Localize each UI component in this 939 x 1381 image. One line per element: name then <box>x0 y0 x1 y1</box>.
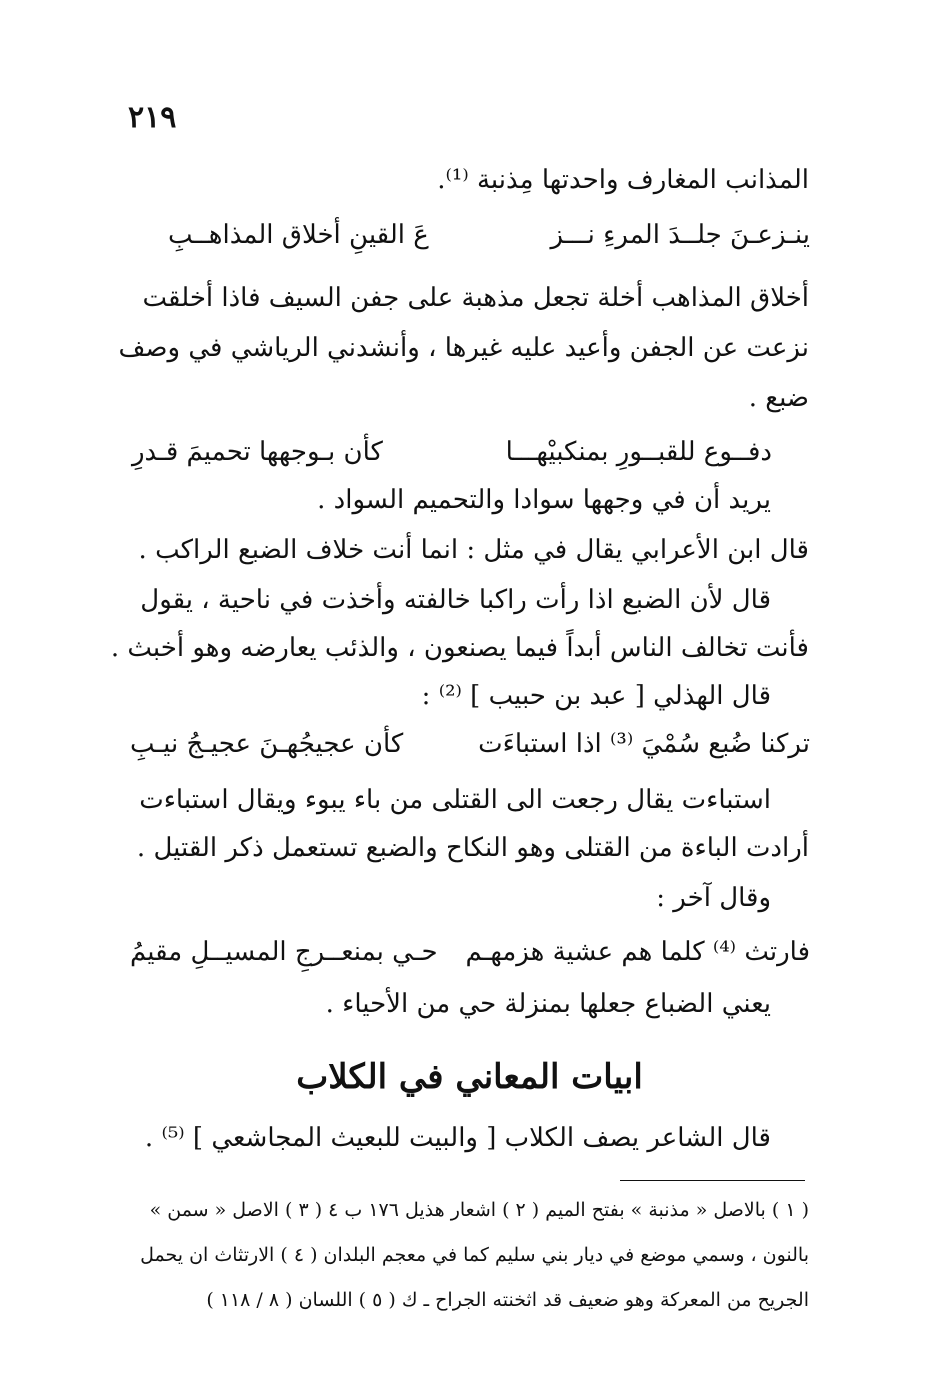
text-line: قال الشاعر يصف الكلاب [ والبيت للبعيث المجاشعي ] ⁽⁵⁾ . <box>144 1123 771 1153</box>
verse-first-hemistich: فارتث ⁽⁴⁾ كلما هم عشية هزمهـم <box>465 937 810 967</box>
verse-second-hemistich: كأن عجيجُهـنَ عجيـجُ نيـبِ <box>130 729 404 759</box>
verse-second-hemistich: كأن بـوجهها تحميمَ قـدرِ <box>132 437 383 467</box>
verse-second-hemistich: حـي بمنعــرجِ المسيــلِ مقيمُ <box>130 937 438 967</box>
verse-first-hemistich: ينـزعـنَ جلــدَ المرءِ نـــز <box>550 220 810 250</box>
text-line: قال الهذلي [ عبد بن حبيب ] ⁽²⁾ : <box>421 681 771 711</box>
text-line: قال لأن الضبع اذا رأت راكبا خالفته وأخذت في ناحية ، يقول <box>140 585 771 615</box>
text-line: نزعت عن الجفن وأعيد عليه غيرها ، وأنشدني الرياشي في وصف <box>118 333 809 363</box>
text-line: ضبع . <box>748 383 809 413</box>
text-line: أخلاق المذاهب أخلة تجعل مذهبة على جفن السيف فاذا أخلقت <box>142 283 809 313</box>
text-line: وقال آخر : <box>656 883 771 913</box>
text-line: قال ابن الأعرابي يقال في مثل : انما أنت خلاف الضبع الراكب . <box>138 535 809 565</box>
footnote-line: بالنون ، وسمي موضع في ديار بني سليم كما في معجم البلدان ( ٤ ) الارتثاث ان يحمل <box>140 1244 809 1266</box>
text-line: أرادت الباءة من القتلى وهو النكاح والضبع تستعمل ذكر القتيل . <box>136 833 809 863</box>
text-line: يريد أن في وجهها سوادا والتحميم السواد . <box>317 485 771 515</box>
verse-line <box>130 724 810 764</box>
footnote-line: الجريح من المعركة وهو ضعيف قد اثخنته الجراح ـ ك ( ٥ ) اللسان ( ٨ / ١١٨ ) <box>206 1289 809 1311</box>
text-line: المذانب المغارف واحدتها مِذنبة ⁽¹⁾. <box>437 165 809 195</box>
text-line: فأنت تخالف الناس أبداً فيما يصنعون ، والذئب يعارضه وهو أخبث . <box>110 633 809 663</box>
page-number: ٢١٩ <box>128 100 177 135</box>
verse-first-hemistich: تركنا ضُبع سُمْيَ ⁽³⁾ اذا استباءَت <box>478 729 810 759</box>
verse-line <box>130 432 810 472</box>
verse-line <box>130 215 810 255</box>
text-line: استباءت يقال رجعت الى القتلى من باء يبوء ويقال استباءت <box>139 785 771 815</box>
footnote-line: ( ١ ) بالاصل « مذنبة » بفتح الميم ( ٢ ) اشعار هذيل ١٧٦ ب ٤ ( ٣ ) الاصل « سمن » <box>149 1199 809 1221</box>
footnote-divider <box>620 1180 805 1181</box>
verse-second-hemistich: عَ القينِ أخلاق المذاهــبِ <box>168 220 429 250</box>
verse-first-hemistich: دفــوع للقبــورِ بمنكبيْهـــا <box>505 437 772 467</box>
section-heading: ابيات المعاني في الكلاب <box>296 1057 643 1097</box>
verse-line <box>130 932 810 972</box>
text-line: يعني الضباع جعلها بمنزلة حي من الأحياء . <box>325 989 771 1019</box>
